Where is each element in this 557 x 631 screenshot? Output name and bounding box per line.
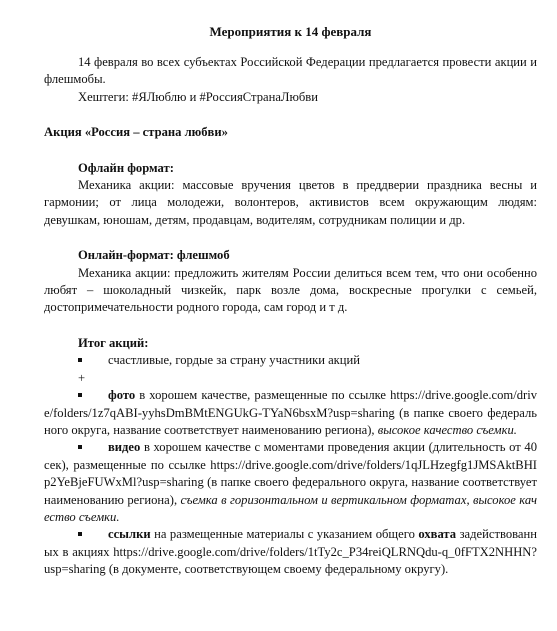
photo-note: высокое качество съемки. xyxy=(377,422,517,437)
page-title: Мероприятия к 14 февраля xyxy=(209,24,372,39)
links-item xyxy=(44,526,537,578)
intro-paragraph: 14 февраля во всех субъектах Российской Федерации предлагается провести акции и флешмобы. xyxy=(44,55,537,87)
action-heading: Акция «Россия – страна любви» xyxy=(44,125,228,140)
hashtags-line: Хештеги: #ЯЛюблю и #РоссияСтранаЛюбви xyxy=(78,89,318,104)
photo-label: фото xyxy=(108,388,136,403)
bullet-icon xyxy=(78,393,82,397)
links-text: на размещенные материалы с указанием общего xyxy=(150,527,419,542)
video-text: в хорошем качестве с моментами проведения акции (длительность от 40 сек), размещенные по ссылке https://drive.google.com/drive/folders/1qJLHzegfg1JMSAktBHIp2YeBjeFUWxMl?usp=sharing (в папке своего федерального округа, название соответствует наименованию региона), xyxy=(44,440,537,507)
bullet-icon xyxy=(78,358,82,362)
links-rest: задействованных в акциях https://drive.google.com/drive/folders/1tTy2c_P34reiQLRNQdu-q_0fFTX2NHHN?usp=sharing (в документе, соответствующем своему федеральному округу). xyxy=(44,527,537,577)
bullet-icon xyxy=(78,532,82,536)
photo-text: в хорошем качестве, размещенные по ссылке https://drive.google.com/drive/folders/1z7qABI-yyhsDmBMtENGUkG-TYaN6bsxM?usp=sharing (в папке своего федерального округа, название соответствует наименованию региона), xyxy=(44,388,537,437)
video-label: видео xyxy=(108,440,141,455)
results-heading: Итог акций: xyxy=(78,335,149,350)
online-text: Механика акции: предложить жителям России делиться всем тем, что они особенно любят – шоколадный чизкейк, парк возле дома, воскресные прогулки с семьей, достопримечательности родного города, сам город и т д. xyxy=(44,265,537,315)
list-item xyxy=(44,352,537,369)
links-label: ссылки xyxy=(108,527,151,542)
photo-item xyxy=(44,387,537,439)
bullet-icon xyxy=(78,445,82,449)
offline-text: Механика акции: массовые вручения цветов в преддверии праздника весны и гармонии; от лица молодежи, волонтеров, активистов всем окружающим людям: девушкам, юношам, детям, продавцам, водителям, сотрудникам полиции и др. xyxy=(44,178,537,227)
list-item-text: счастливые, гордые за страну участники акций xyxy=(108,353,361,368)
plus-sign: + xyxy=(78,370,86,385)
video-item xyxy=(44,439,537,526)
video-note: съемка в горизонтальном и вертикальном форматах, высокое качество съемки. xyxy=(44,492,537,524)
reach-label: охвата xyxy=(418,527,457,542)
online-heading: Онлайн-формат: флешмоб xyxy=(78,248,230,263)
offline-heading: Офлайн формат: xyxy=(78,160,174,175)
